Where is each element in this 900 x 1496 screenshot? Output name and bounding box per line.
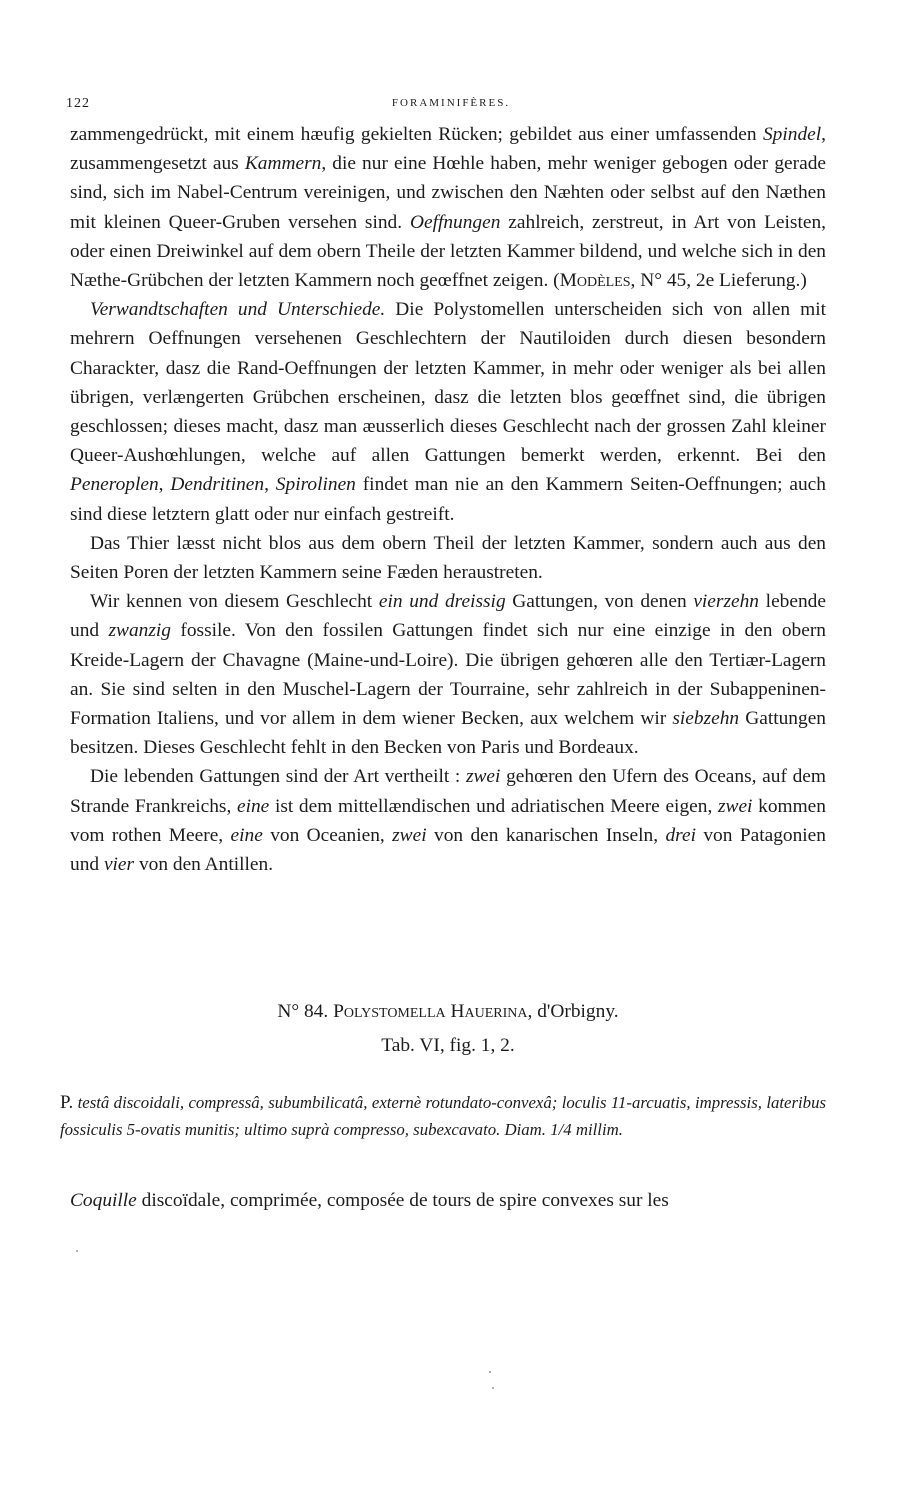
species-number: N° 84. xyxy=(277,1001,329,1022)
french-description xyxy=(70,1186,826,1215)
paragraph-affinities xyxy=(70,295,826,529)
text-run: von den Antillen. xyxy=(134,854,274,876)
main-text xyxy=(70,120,826,879)
italic-term: Peneroplen xyxy=(70,474,159,496)
diagnosis-text: testâ discoidali, compressâ, subumbilicatâ, externè rotundato-convexâ; loculis 11-arcuatis, impressis, lateribus fossiculis 5-ovatis munitis; ultimo suprà compresso, subexcavato. Diam. 1/4 millim. xyxy=(60,1093,826,1139)
text-run: findet man nie an den Kammern Seiten-Oeffnungen; auch sind diese letztern glatt oder nur einfach gestreift. xyxy=(70,474,826,525)
page-header xyxy=(66,96,836,114)
italic-term: Coquille xyxy=(70,1190,137,1211)
diagnosis-mark: P. xyxy=(60,1092,74,1113)
italic-term: Dendritinen xyxy=(170,474,265,496)
text-run: gehœren den Ufern des Oceans, auf dem Strande Frankreichs, xyxy=(70,766,826,817)
smallcaps-term: Modèles xyxy=(559,270,631,292)
text-run: lebende und xyxy=(70,591,826,642)
text-run: discoïdale, comprimée, composée de tours de spire convexes sur les xyxy=(136,1190,669,1211)
text-run: von Oceanien, xyxy=(262,824,393,846)
text-run: , N° 45, 2e Lieferung.) xyxy=(630,270,807,292)
italic-term: siebzehn xyxy=(672,708,740,730)
italic-term: zwei xyxy=(465,766,501,788)
text-run: von Patagonien und xyxy=(70,824,826,876)
text-run: fossile. Von den fossilen Gattungen findet sich nur eine einzige in den obern Kreide-Lagern der Chavagne (Maine-und-Loire). Die übrigen gehœren alle den Tertiær-Lagern an. Sie sind selten in den Muschel-Lagern der Tourraine, sehr zahlreich in der Subappeninen-Formation Italiens, und vor allem in dem wiener Becken, aux welchem wir xyxy=(70,620,826,730)
species-author: , d'Orbigny. xyxy=(527,1001,619,1022)
italic-term: Oeffnungen xyxy=(409,211,501,233)
text-run: ist dem mittellændischen und adriatischen Meere eigen, xyxy=(269,795,718,817)
text-run: , xyxy=(264,474,276,496)
italic-term: zwanzig xyxy=(108,620,171,642)
paragraph-animal: Das Thier læsst nicht blos aus dem obern Theil der letzten Kammer, sondern auch aus den Seiten Poren der letzten Kammern seine Fæden heraustreten. xyxy=(70,532,826,584)
text-run: kommen vom rothen Meere, xyxy=(70,795,826,846)
text-run: Die lebenden Gattungen sind der Art vertheilt : xyxy=(90,766,466,788)
page-number: 122 xyxy=(66,96,90,111)
italic-term: zwei xyxy=(392,824,427,846)
text-run: , xyxy=(158,474,171,496)
paper-speck xyxy=(489,1371,491,1373)
italic-term: Spirolinen xyxy=(275,474,356,496)
latin-diagnosis xyxy=(60,1089,826,1143)
text-run: zahlreich, zerstreut, in Art von Leisten, oder einen Dreiwinkel auf dem obern Theile der letzten Kammer bildend, und welche sich in den Næthe-Grübchen der letzten Kammern noch geœffnet zeigen. ( xyxy=(70,211,826,292)
running-title: FORAMINIFÈRES. xyxy=(391,97,511,109)
text-run: von den kanarischen Inseln, xyxy=(426,824,666,846)
paragraph-species-count xyxy=(70,587,826,762)
text-run: Gattungen, von denen xyxy=(505,591,694,613)
text-run: Wir kennen von diesem Geschlecht xyxy=(90,591,379,613)
italic-term: drei xyxy=(665,824,696,846)
paragraph-description xyxy=(70,120,826,295)
italic-term: vierzehn xyxy=(693,591,760,613)
paper-speck xyxy=(492,1387,494,1389)
italic-term: Kammern xyxy=(244,153,322,175)
plate-reference: Tab. VI, fig. 1, 2. xyxy=(381,1035,515,1056)
section-heading-italic: Verwandtschaften und Unterschiede. xyxy=(90,299,386,321)
italic-term: ein und dreissig xyxy=(378,591,506,613)
text-run: , die nur eine Hœhle haben, mehr weniger gebogen oder gerade sind, sich im Nabel-Centrum vereinigen, und zwischen den Næhten oder selbst auf den Næthen mit kleinen Queer-Gruben versehen sind. xyxy=(70,153,826,233)
italic-term: zwei xyxy=(717,795,753,817)
text-run: zammengedrückt, mit einem hæufig gekielten Rücken; gebildet aus einer umfassenden xyxy=(70,124,763,145)
text-run: Die Polystomellen unterscheiden sich von allen mit mehrern Oeffnungen versehenen Geschlechtern der Nautiloiden durch diesen besondern Charackter, dasz die Rand-Oeffnungen der letzten Kammer, in mehr oder weniger als bei allen übrigen, verlængerten Grübchen erscheinen, dasz die letzten blos geœffnet sind, die übrigen geschlossen; dieses macht, dasz man æusserlich dieses Geschlecht nach der grossen Zahl kleiner Queer-Aushœhlungen, welche auf allen Gattungen bemerkt werden, erkennt. Bei den xyxy=(70,299,826,467)
italic-term: eine xyxy=(230,824,263,846)
species-name: Polystomella Hauerina xyxy=(333,1001,528,1022)
text-run: , zusammengesetzt aus xyxy=(70,124,826,175)
species-heading xyxy=(70,995,826,1063)
text-run: Gattungen besitzen. Dieses Geschlecht fehlt in den Becken von Paris und Bordeaux. xyxy=(70,708,826,759)
paper-speck xyxy=(76,1250,78,1252)
italic-term: Spindel xyxy=(762,124,822,145)
italic-term: eine xyxy=(236,795,270,817)
species-title-line xyxy=(70,995,826,1029)
paragraph-distribution xyxy=(70,762,826,879)
italic-term: vier xyxy=(103,854,135,876)
